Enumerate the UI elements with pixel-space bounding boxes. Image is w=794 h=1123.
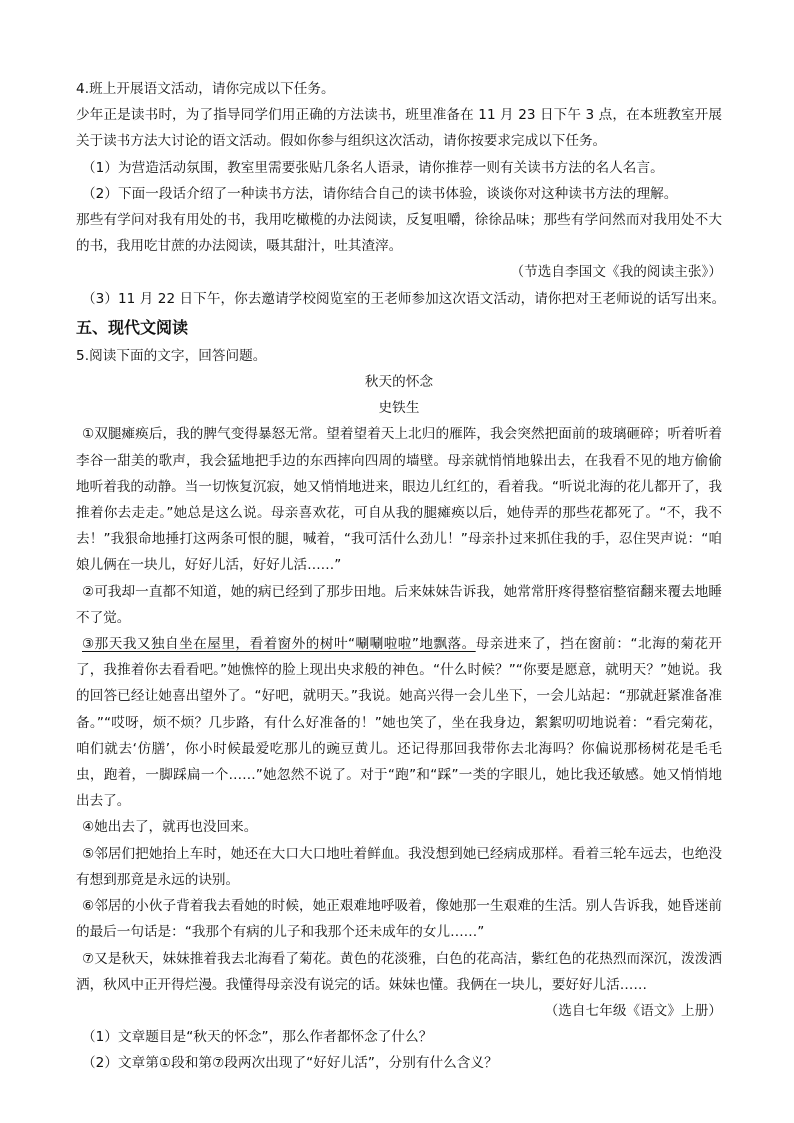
paragraph-3 <box>76 631 722 814</box>
task4-question-2: （2）下面一段话介绍了一种读书方法，请你结合自己的读书体验，谈谈你对这种读书方法的理解。 <box>82 185 678 202</box>
section5-question-1: （1）文章题目是“秋天的怀念”，那么作者都怀念了什么？ <box>82 1029 433 1046</box>
paragraph-6: ⑥邻居的小伙子背着我去看她的时候，她正艰难地呼吸着，像她那一生艰难的生活。别人告诉我，她昏迷前的最后一句话是：“我那个有病的儿子和我那个还未成年的女儿……” <box>76 898 722 941</box>
paragraph-7: ⑦又是秋天，妹妹推着我去北海看了菊花。黄色的花淡雅，白色的花高洁，紫红色的花热烈而深沉，泼泼洒洒，秋风中正开得烂漫。我懂得母亲没有说完的话。妹妹也懂。我俩在一块儿，要好好儿活…… <box>76 950 722 993</box>
task4-quote-source: （节选自李国文《我的阅读主张》） <box>510 264 722 281</box>
paragraph-3-rest: 母亲进来了，挡在窗前：“北海的菊花开了，我推着你去看看吧。”她憔悴的脸上现出央求般的神色。“什么时候？”“你要是愿意，就明天？”她说。我的回答已经让她喜出望外了。“好吧，就明天。”我说。她高兴得一会儿坐下，一会儿站起：“那就赶紧准备准备。”“哎呀，烦不烦？几步路，有什么好准备的！”她也笑了，坐在我身边，絮絮叨叨地说着：“看完菊花，咱们就去‘仿膳’，你小时候最爱吃那儿的豌豆黄儿。还记得那回我带你去北海吗？你偏说那杨树花是毛毛虫，跑着，一脚踩扁一个……”她忽然不说了。对于“跑”和“踩”一类的字眼儿，她比我还敏感。她又悄悄地出去了。 <box>76 636 722 810</box>
article-title: 秋天的怀念 <box>364 374 434 391</box>
task4-question-3: （3）11 月 22 日下午，你去邀请学校阅览室的王老师参加这次语文活动，请你把对王老师说的话写出来。 <box>82 290 726 307</box>
paragraph-2: ②可我却一直都不知道，她的病已经到了那步田地。后来妹妹告诉我，她常常肝疼得整宿整宿翻来覆去地睡不了觉。 <box>76 583 722 626</box>
paragraph-1: ①双腿瘫痪后，我的脾气变得暴怒无常。望着望着天上北归的雁阵，我会突然把面前的玻璃砸碎；听着听着李谷一甜美的歌声，我会猛地把手边的东西摔向四周的墙壁。母亲就悄悄地躲出去，在我看不见的地方偷偷地听着我的动静。当一切恢复沉寂，她又悄悄地进来，眼边儿红红的，看着我。“听说北海的花儿都开了，我推着你去走走。”她总是这么说。母亲喜欢花，可自从我的腿瘫痪以后，她侍弄的那些花都死了。“不，我不去！”我狠命地捶打这两条可恨的腿，喊着，“我可活什么劲儿！”母亲扑过来抓住我的手，忍住哭声说：“咱娘儿俩在一块儿，好好儿活，好好儿活……” <box>76 426 722 574</box>
underlined-sentence: ③那天我又独自坐在屋里，看着窗外的树叶“唰唰啦啦”地飘落。 <box>82 636 476 653</box>
section5-prompt: 5.阅读下面的文字，回答问题。 <box>76 347 267 364</box>
task4-intro: 少年正是读书时，为了指导同学们用正确的方法读书，班里准备在 11 月 23 日下午 3 点，在本班教室开展关于读书方法大讨论的语文活动。假如你参与组织这次活动，请你按要求完成以下任务。 <box>76 107 722 150</box>
task4-question-1: （1）为营造活动氛围，教室里需要张贴几条名人语录，请你推荐一则有关读书方法的名人名言。 <box>82 159 664 176</box>
article-source: （选自七年级《语文》上册） <box>544 1002 722 1019</box>
article-author: 史铁生 <box>378 400 420 417</box>
paragraph-5: ⑤邻居们把她抬上车时，她还在大口大口地吐着鲜血。我没想到她已经病成那样。看着三轮车远去，也绝没有想到那竟是永远的诀别。 <box>76 845 722 888</box>
task4-title: 4.班上开展语文活动，请你完成以下任务。 <box>76 81 335 97</box>
section5-question-2: （2）文章第①段和第⑦段两次出现了“好好儿活”，分别有什么含义？ <box>82 1055 498 1072</box>
task4-quote: 那些有学问对我有用处的书，我用吃橄榄的办法阅读，反复咀嚼，徐徐品味；那些有学问然而对我用处不大的书，我用吃甘蔗的办法阅读，嗫其甜汁，吐其渣滓。 <box>76 212 722 255</box>
paragraph-4: ④她出去了，就再也没回来。 <box>82 819 258 836</box>
section-heading: 五、现代文阅读 <box>76 317 189 337</box>
document-page <box>76 76 726 1077</box>
